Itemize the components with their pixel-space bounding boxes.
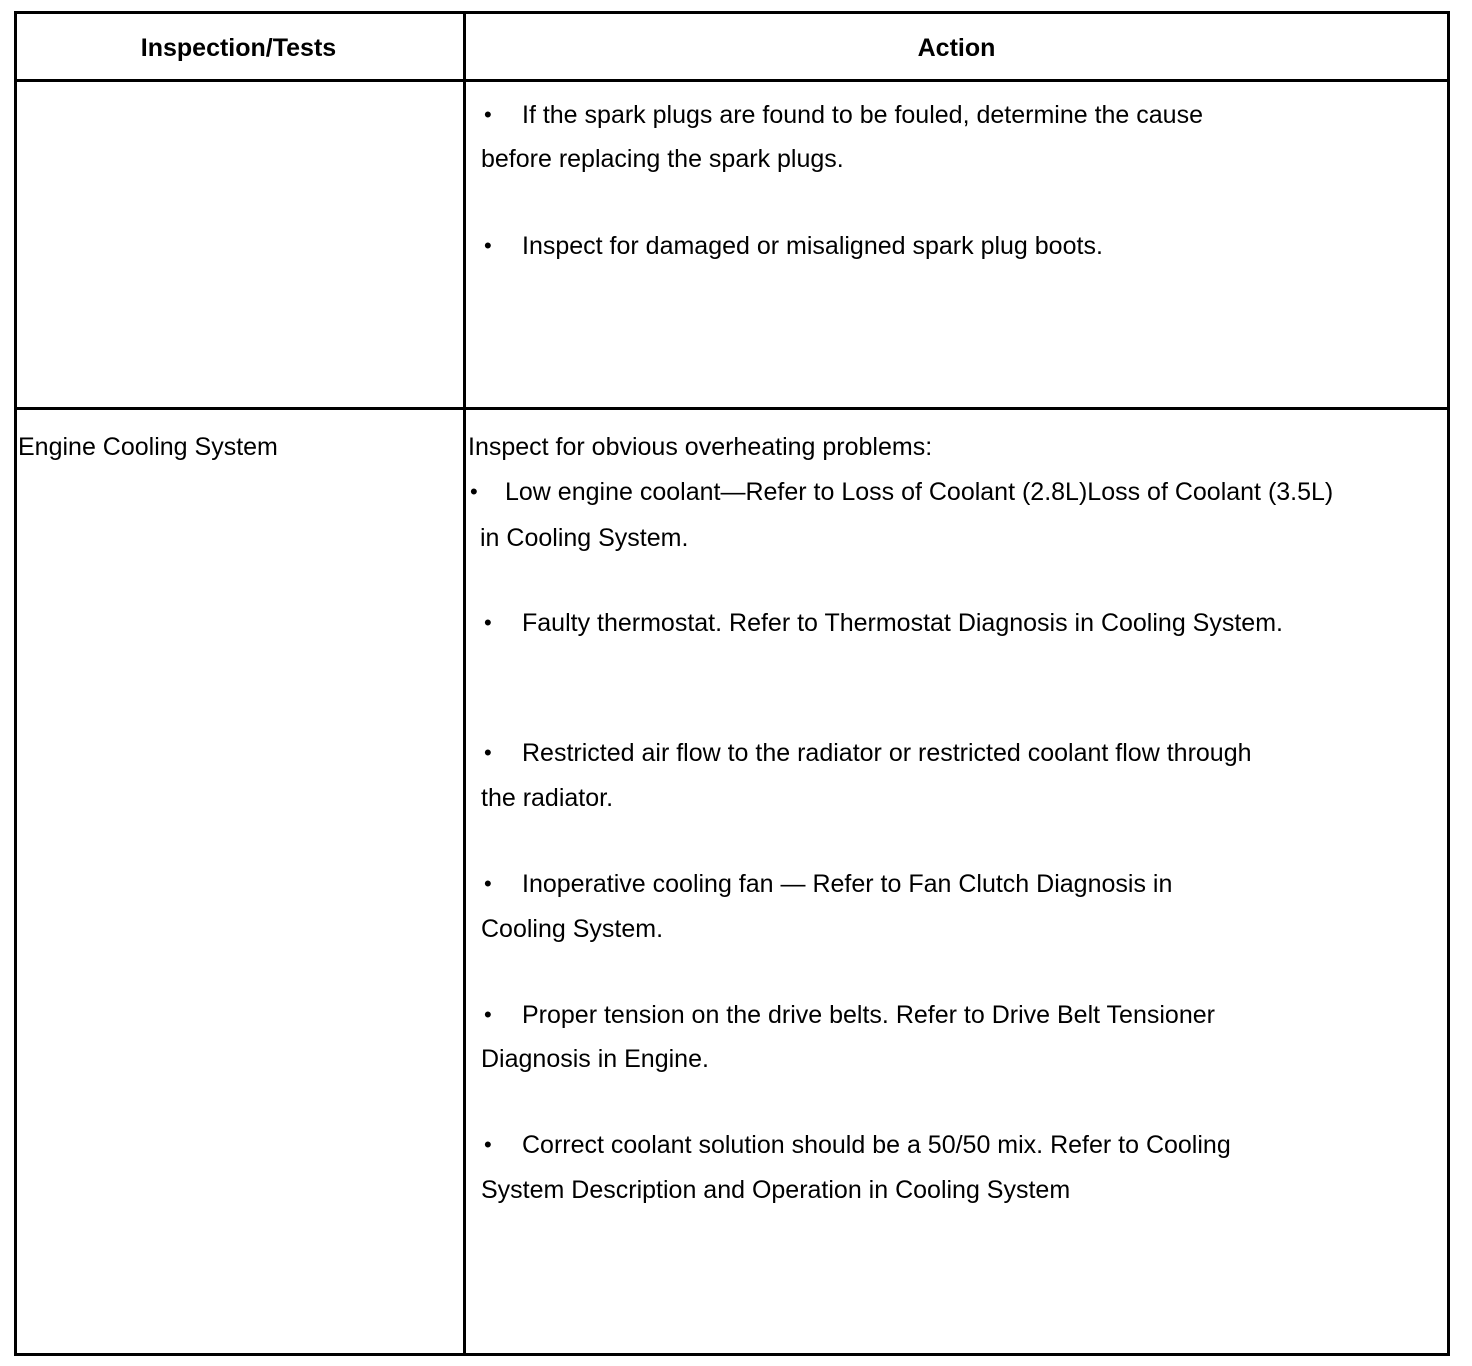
bullet-marker: • [484, 740, 492, 765]
action-line: Inoperative cooling fan — Refer to Fan Clutch Diagnosis in [522, 870, 1173, 898]
bullet-marker: • [484, 102, 492, 127]
action-line: System Description and Operation in Cooling System [481, 1176, 1071, 1204]
bullet-marker: • [484, 610, 492, 635]
action-line: in Cooling System. [480, 524, 689, 552]
header-inspection-tests: Inspection/Tests [140, 34, 337, 62]
action-line: before replacing the spark plugs. [481, 145, 844, 173]
action-line: Diagnosis in Engine. [481, 1045, 709, 1073]
bullet-marker: • [484, 1002, 492, 1027]
header-divider [14, 79, 1450, 82]
action-line: Proper tension on the drive belts. Refer to Drive Belt Tensioner [522, 1001, 1215, 1029]
action-line: Restricted air flow to the radiator or restricted coolant flow through [522, 739, 1252, 767]
action-line: Inspect for damaged or misaligned spark plug boots. [522, 232, 1103, 260]
row-divider [14, 407, 1450, 410]
table-border-top [14, 11, 1450, 14]
bullet-marker: • [470, 479, 478, 504]
action-intro: Inspect for obvious overheating problems: [468, 433, 933, 461]
inspection-cell: Engine Cooling System [18, 433, 278, 461]
table-border-bottom [14, 1353, 1450, 1356]
table-border-right [1447, 11, 1450, 1356]
bullet-marker: • [484, 233, 492, 258]
header-action: Action [917, 34, 996, 62]
action-line: Faulty thermostat. Refer to Thermostat Diagnosis in Cooling System. [522, 609, 1283, 637]
diagnosis-table [14, 11, 1450, 1356]
table-border-left [14, 11, 17, 1356]
column-divider [463, 11, 466, 1356]
action-line: If the spark plugs are found to be fouled, determine the cause [522, 101, 1203, 129]
bullet-marker: • [484, 871, 492, 896]
action-line: the radiator. [481, 784, 614, 812]
bullet-marker: • [484, 1132, 492, 1157]
action-line: Low engine coolant—Refer to Loss of Coolant (2.8L)Loss of Coolant (3.5L) [505, 478, 1334, 506]
action-line: Cooling System. [481, 915, 664, 943]
action-line: Correct coolant solution should be a 50/50 mix. Refer to Cooling [522, 1131, 1231, 1159]
